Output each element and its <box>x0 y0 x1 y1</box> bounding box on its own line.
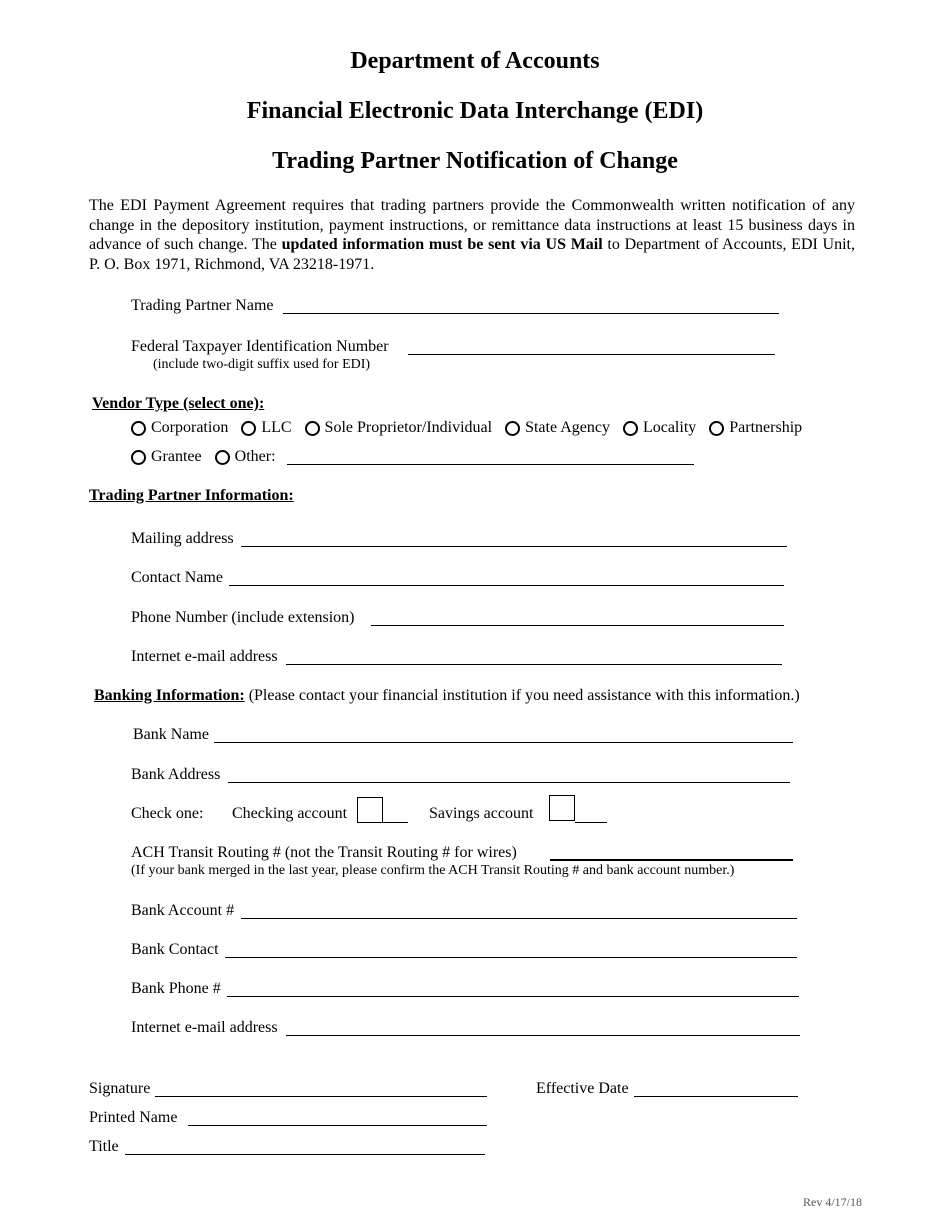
checking-account-checkbox[interactable] <box>357 797 383 823</box>
savings-account-label: Savings account <box>429 805 534 822</box>
banking-heading-row <box>94 686 800 706</box>
fein-line[interactable] <box>408 354 775 355</box>
radio-circle-icon <box>131 421 146 436</box>
radio-circle-icon <box>215 450 230 465</box>
intro-text-2: to Department of Accounts, EDI Unit, P. O. Box 1971, Richmond, VA 23218-1971. <box>89 236 856 273</box>
intro-text-1: The EDI Payment Agreement requires that trading partners provide the Commonwealth written notification of any change in the depository institution, payment instructions, or remittance data instructions at least 15 business days in advance of such change. The <box>89 197 855 253</box>
radio-circle-icon <box>505 421 520 436</box>
vendor-radio-sole-proprietor[interactable] <box>305 418 493 438</box>
radio-circle-icon <box>131 450 146 465</box>
savings-account-checkbox[interactable] <box>549 795 575 821</box>
fein-note: (include two-digit suffix used for EDI) <box>153 357 371 372</box>
vendor-option-label: Corporation <box>151 419 229 436</box>
vendor-radio-llc[interactable] <box>241 418 291 438</box>
vendor-option-label: Locality <box>642 419 697 436</box>
bank-account-label: Bank Account # <box>131 902 235 919</box>
vendor-radio-partnership[interactable] <box>709 418 802 438</box>
bank-name-label: Bank Name <box>133 726 209 743</box>
bank-email-line[interactable] <box>286 1035 800 1036</box>
phone-number-line[interactable] <box>371 625 784 626</box>
revision-date: Rev 4/17/18 <box>803 1195 862 1209</box>
radio-circle-icon <box>623 421 638 436</box>
title-label: Title <box>89 1138 119 1155</box>
bank-account-line[interactable] <box>241 918 797 919</box>
trading-partner-name-label: Trading Partner Name <box>131 297 274 314</box>
vendor-option-label: Partnership <box>729 419 803 436</box>
banking-heading-note: (Please contact your financial institution if you need assistance with this information.) <box>244 687 800 704</box>
trading-partner-name-line[interactable] <box>283 313 779 314</box>
vendor-option-label: LLC <box>261 419 292 436</box>
effective-date-label: Effective Date <box>536 1080 629 1097</box>
vendor-option-label: Other: <box>234 448 276 465</box>
signature-line[interactable] <box>155 1096 487 1097</box>
bank-address-line[interactable] <box>228 782 790 783</box>
bank-phone-label: Bank Phone # <box>131 980 221 997</box>
form-title: Trading Partner Notification of Change <box>272 148 678 174</box>
vendor-type-heading: Vendor Type (select one): <box>92 395 265 412</box>
intro-paragraph <box>89 196 855 274</box>
ach-routing-line[interactable] <box>550 859 793 861</box>
radio-circle-icon <box>709 421 724 436</box>
vendor-type-row-1 <box>131 418 802 438</box>
banking-heading: Banking Information: <box>94 687 245 704</box>
partner-email-line[interactable] <box>286 664 782 665</box>
bank-phone-line[interactable] <box>227 996 799 997</box>
check-one-label: Check one: <box>131 805 204 822</box>
vendor-other-line[interactable] <box>287 464 694 465</box>
printed-name-line[interactable] <box>188 1125 487 1126</box>
vendor-option-label: Grantee <box>151 448 202 465</box>
fein-label: Federal Taxpayer Identification Number <box>131 338 389 355</box>
ach-routing-note: (If your bank merged in the last year, please confirm the ACH Transit Routing # and bank account number.) <box>131 863 735 878</box>
bank-contact-label: Bank Contact <box>131 941 219 958</box>
trading-partner-info-heading: Trading Partner Information: <box>89 487 294 504</box>
edi-title: Financial Electronic Data Interchange (EDI) <box>246 98 704 124</box>
radio-circle-icon <box>241 421 256 436</box>
vendor-radio-other[interactable] <box>215 447 276 467</box>
vendor-radio-grantee[interactable] <box>131 447 202 467</box>
contact-name-label: Contact Name <box>131 569 223 586</box>
vendor-option-label: State Agency <box>525 419 610 436</box>
savings-account-line <box>575 822 607 823</box>
mailing-address-label: Mailing address <box>131 530 234 547</box>
bank-address-label: Bank Address <box>131 766 221 783</box>
vendor-radio-state-agency[interactable] <box>505 418 610 438</box>
bank-name-line[interactable] <box>214 742 793 743</box>
phone-number-label: Phone Number (include extension) <box>131 609 355 626</box>
signature-label: Signature <box>89 1080 151 1097</box>
intro-bold-text: updated information must be sent via US Mail <box>281 236 603 253</box>
department-title: Department of Accounts <box>350 48 600 74</box>
checking-account-line <box>383 822 408 823</box>
effective-date-line[interactable] <box>634 1096 798 1097</box>
vendor-radio-corporation[interactable] <box>131 418 228 438</box>
radio-circle-icon <box>305 421 320 436</box>
vendor-option-label: Sole Proprietor/Individual <box>324 419 493 436</box>
vendor-type-row-2 <box>131 447 289 467</box>
contact-name-line[interactable] <box>229 585 784 586</box>
vendor-radio-locality[interactable] <box>623 418 696 438</box>
bank-contact-line[interactable] <box>225 957 797 958</box>
checking-account-label: Checking account <box>232 805 348 822</box>
bank-email-label: Internet e-mail address <box>131 1019 278 1036</box>
printed-name-label: Printed Name <box>89 1109 178 1126</box>
ach-routing-label: ACH Transit Routing # (not the Transit Routing # for wires) <box>131 844 517 861</box>
title-line[interactable] <box>125 1154 485 1155</box>
partner-email-label: Internet e-mail address <box>131 648 278 665</box>
mailing-address-line[interactable] <box>241 546 787 547</box>
